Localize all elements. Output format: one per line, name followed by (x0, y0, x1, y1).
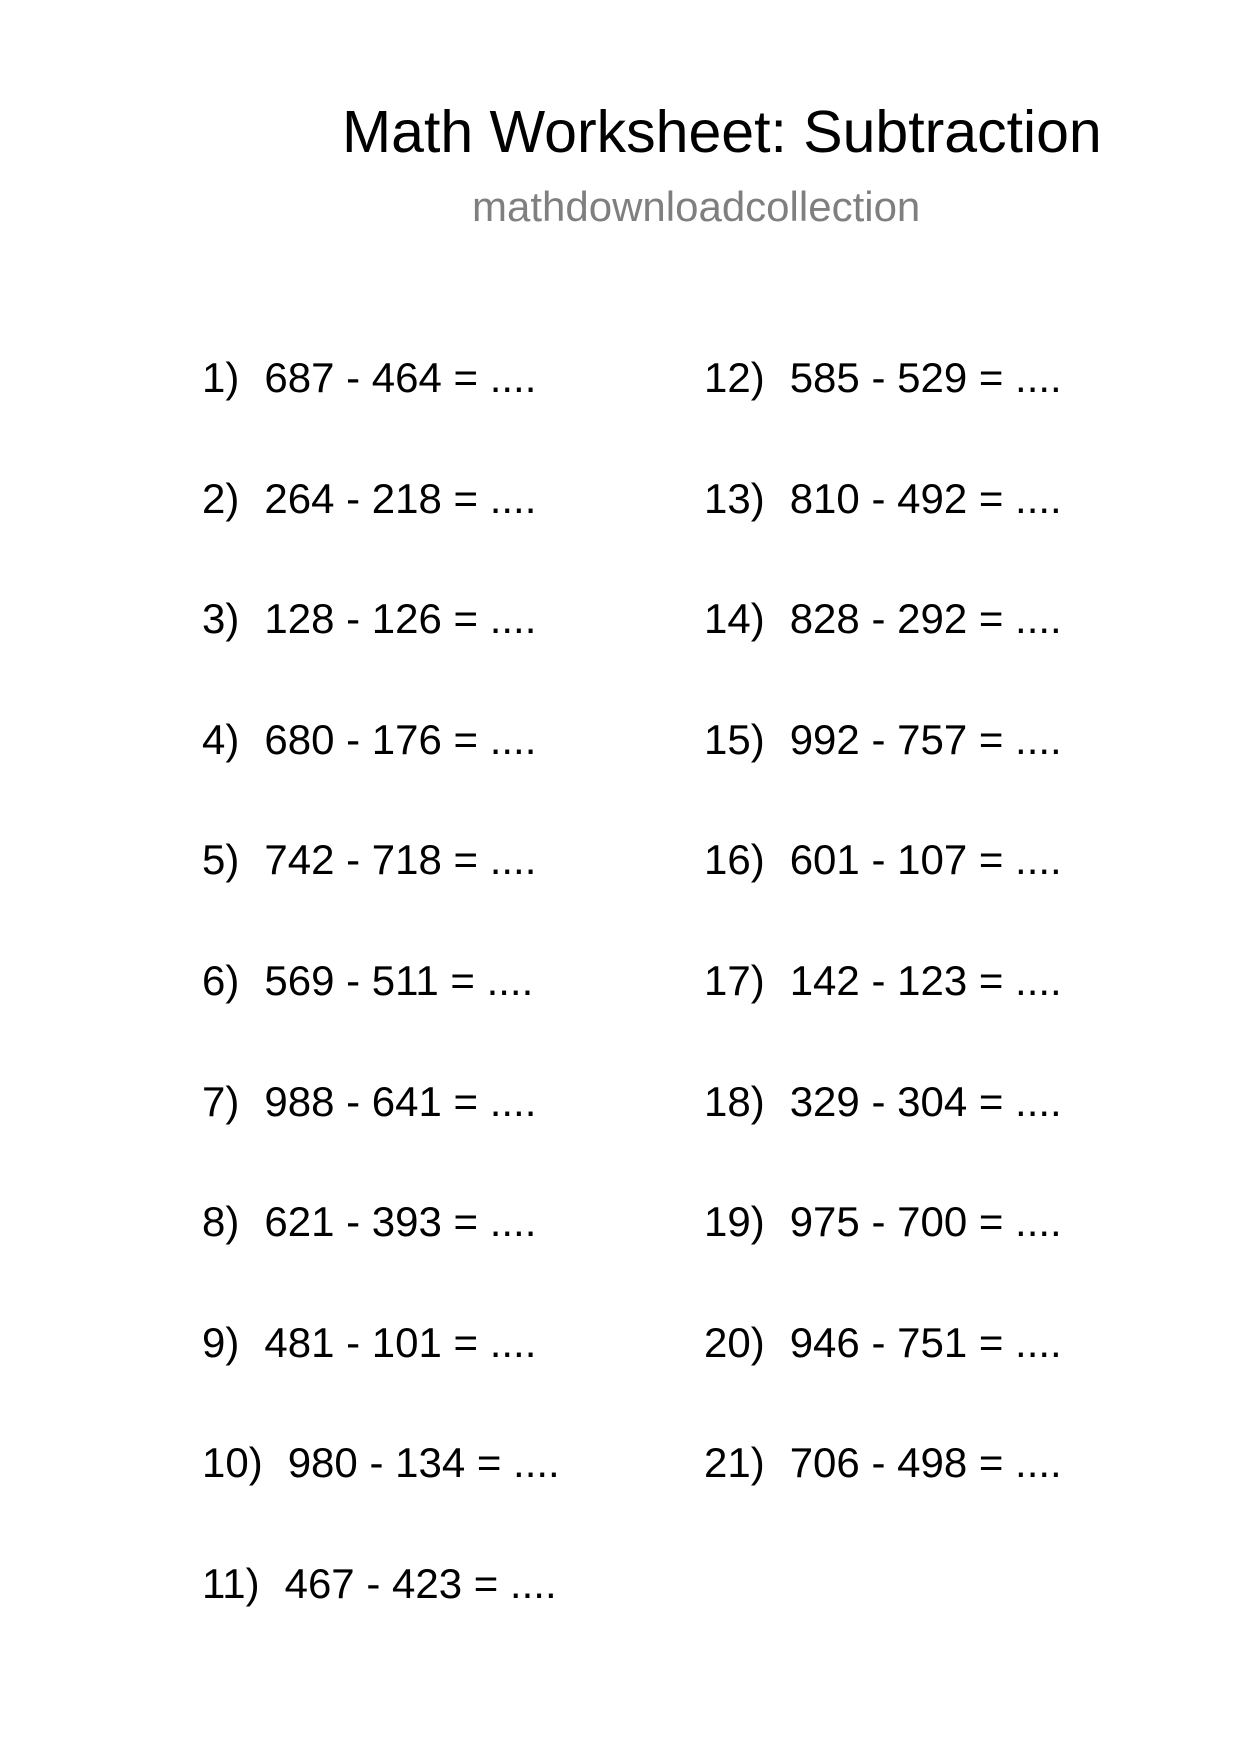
problem-expression: 975 - 700 = .... (789, 1198, 1062, 1246)
problem-item (704, 1438, 1062, 1559)
problem-item (202, 1077, 560, 1198)
problem-item (704, 594, 1062, 715)
problem-item (202, 1438, 560, 1559)
problem-number: 15) (704, 715, 765, 763)
problem-expression: 481 - 101 = .... (264, 1318, 537, 1366)
problem-expression: 569 - 511 = .... (264, 956, 534, 1004)
problem-number: 20) (704, 1318, 765, 1366)
problem-number: 11) (202, 1559, 260, 1607)
problem-item (704, 474, 1062, 595)
problem-item (202, 956, 560, 1077)
problem-expression: 810 - 492 = .... (789, 474, 1062, 522)
problem-number: 6) (202, 956, 240, 1004)
problem-expression: 128 - 126 = .... (264, 595, 537, 643)
problem-number: 10) (202, 1439, 263, 1487)
problem-item (202, 1197, 560, 1318)
problem-number: 14) (704, 595, 765, 643)
problem-expression: 946 - 751 = .... (789, 1318, 1062, 1366)
problem-item (202, 474, 560, 595)
page-subtitle: mathdownloadcollection (472, 183, 921, 230)
problem-expression: 828 - 292 = .... (789, 595, 1062, 643)
problem-expression: 680 - 176 = .... (264, 715, 537, 763)
problem-number: 16) (704, 836, 765, 884)
problem-item (202, 1318, 560, 1439)
problem-number: 1) (202, 354, 240, 401)
problem-number: 4) (202, 715, 240, 763)
problem-expression: 742 - 718 = .... (264, 836, 537, 884)
problem-expression: 329 - 304 = .... (789, 1077, 1062, 1125)
problem-item (202, 835, 560, 956)
problem-expression: 601 - 107 = .... (789, 836, 1062, 884)
problem-number: 3) (202, 595, 240, 643)
problem-expression: 467 - 423 = .... (284, 1559, 557, 1607)
problem-expression: 706 - 498 = .... (789, 1439, 1062, 1487)
problem-item (704, 1318, 1062, 1439)
problem-item (704, 835, 1062, 956)
problem-number: 21) (704, 1439, 765, 1487)
problem-item (704, 353, 1062, 474)
problem-item (704, 715, 1062, 836)
problem-item (704, 956, 1062, 1077)
problem-item (202, 715, 560, 836)
problem-number: 2) (202, 474, 240, 522)
problem-number: 18) (704, 1077, 765, 1125)
problem-number: 7) (202, 1077, 240, 1125)
page-title: Math Worksheet: Subtraction (342, 99, 1102, 165)
problem-number: 13) (704, 474, 765, 522)
problem-column-left (202, 353, 560, 1680)
problem-item (202, 353, 560, 474)
problem-expression: 687 - 464 = .... (264, 354, 537, 401)
problem-number: 8) (202, 1198, 240, 1246)
problem-item (704, 1197, 1062, 1318)
problem-item (704, 1077, 1062, 1198)
problem-number: 5) (202, 836, 240, 884)
problem-number: 9) (202, 1318, 240, 1366)
problem-number: 17) (704, 956, 765, 1004)
problem-expression: 142 - 123 = .... (789, 956, 1062, 1004)
problem-item (202, 1559, 560, 1680)
problem-expression: 585 - 529 = .... (789, 354, 1062, 401)
problem-item (202, 594, 560, 715)
problem-column-right (704, 353, 1062, 1559)
problem-expression: 621 - 393 = .... (264, 1198, 537, 1246)
problem-expression: 992 - 757 = .... (789, 715, 1062, 763)
problem-number: 12) (704, 354, 765, 401)
problem-expression: 980 - 134 = .... (287, 1439, 560, 1487)
problem-expression: 988 - 641 = .... (264, 1077, 537, 1125)
problem-expression: 264 - 218 = .... (264, 474, 537, 522)
problem-number: 19) (704, 1198, 765, 1246)
